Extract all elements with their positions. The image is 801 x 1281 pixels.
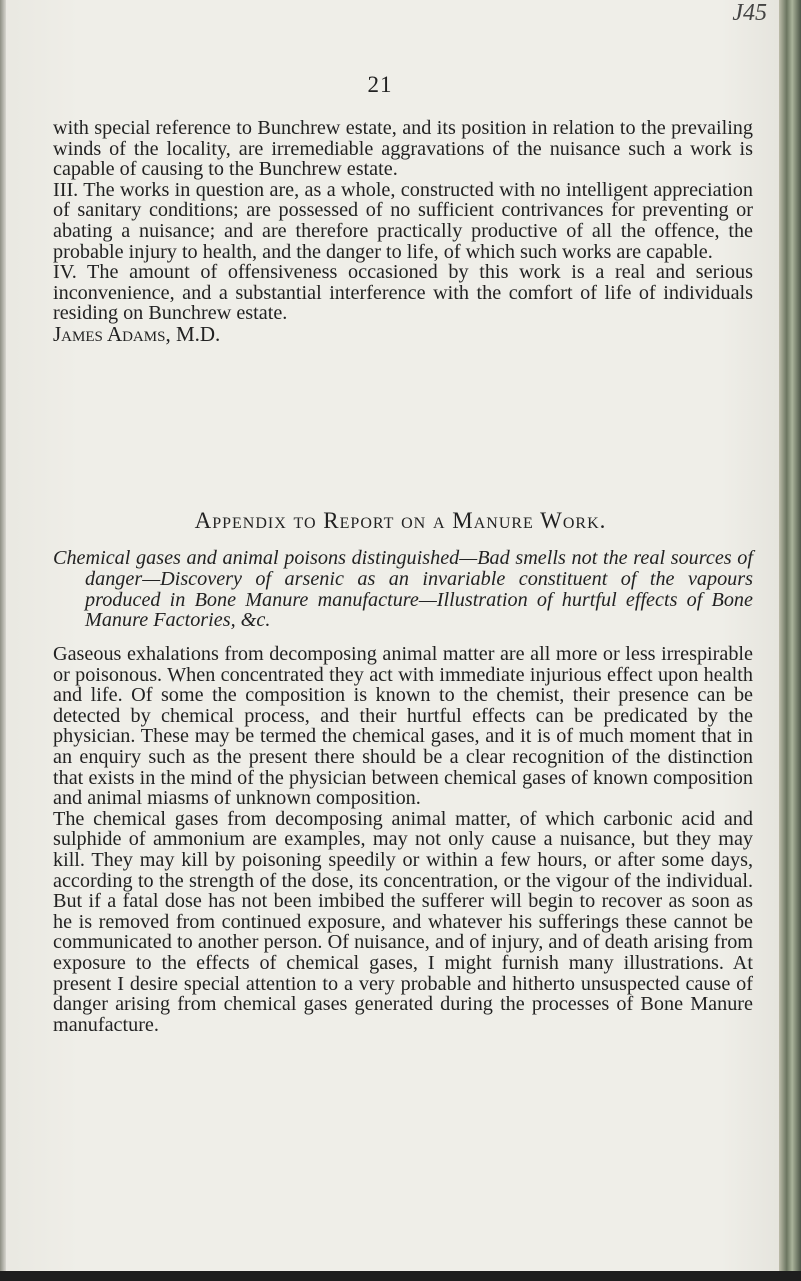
right-binding-edge: [779, 0, 801, 1281]
appendix-body: [53, 644, 753, 1035]
report-continuation: [53, 118, 753, 345]
paragraph-point-iv: IV. The amount of offensiveness occasioned by this work is a real and serious inconvenience, and a substantial interference with the comfort of life of individuals residing on Bunchrew estate.: [53, 261, 753, 325]
paragraph-estate: with special reference to Bunchrew estate, and its position in relation to the prevailing winds of the locality, are irremediable aggravations of the nuisance such a work is capable of causing to the Bunchrew estate.: [53, 117, 753, 181]
page-number: 21: [367, 72, 393, 97]
margin-mark: J45: [732, 0, 767, 26]
appendix-summary: Chemical gases and animal poisons distinguished—Bad smells not the real sources of danger—Discovery of arsenic as an invariable constituent of the vapours produced in Bone Manure manufacture—Illustration of hurtful effects of Bone Manure Factories, &c.: [53, 547, 753, 632]
left-page-edge: [0, 0, 6, 1281]
paragraph-point-iii: III. The works in question are, as a whole, constructed with no intelligent appreciation of sanitary conditions; are possessed of no sufficient contrivances for preventing or abating a nuisance; and are therefore practically productive of all the offence, the probable injury to health, and the danger to life, of which such works are capable.: [53, 178, 753, 263]
paragraph-gaseous-exhalations: Gaseous exhalations from decomposing animal matter are all more or less irrespirable or poisonous. When concentrated they act with immediate injurious effect upon health and life. Of some the composition is known to the chemist, their presence can be detected by chemical process, and their hurtful effects can be predicated by the physician. These may be termed the chemical gases, and it is of much moment that in an enquiry such as the present there should be a clear recognition of the distinction that exists in the mind of the physician between chemical gases of known composition and animal miasms of unknown composition.: [53, 643, 753, 810]
signature: James Adams, M.D.: [53, 321, 221, 346]
paragraph-chemical-gases: The chemical gases from decomposing animal matter, of which carbonic acid and sulphide of ammonium are examples, may not only cause a nuisance, but they may kill. They may kill by poisoning speedily or within a few hours, or after some days, according to the strength of the dose, its concentration, or the vigour of the individual. But if a fatal dose has not been imbibed the sufferer will begin to recover as soon as he is removed from continued exposure, and whatever his sufferings these cannot be communicated to another person. Of nuisance, and of injury, and of death arising from exposure to the effects of chemical gases, I might furnish many illustrations. At present I desire special attention to a very probable and hitherto unsuspected cause of danger arising from chemical gases generated during the processes of Bone Manure manufacture.: [53, 807, 753, 1036]
bottom-page-edge: [0, 1271, 801, 1281]
appendix-heading: Appendix to Report on a Manure Work.: [194, 508, 607, 533]
